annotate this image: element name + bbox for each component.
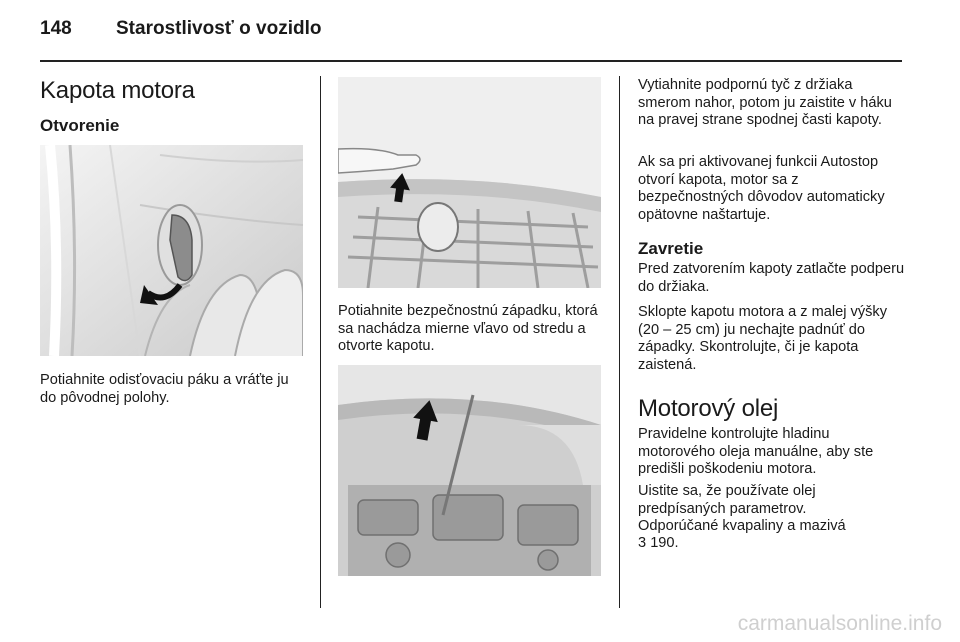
page-number: 148: [40, 18, 72, 39]
para-support-rod: Vytiahnite podpornú tyč z držiaka smerom nahor, potom ju zaistite v háku na pravej strane spodnej časti kapoty.: [638, 77, 892, 128]
column-divider-left: [320, 76, 321, 608]
subsection-title-closing: Zavretie: [638, 239, 704, 258]
section-title-engine-oil: Motorový olej: [638, 395, 779, 422]
column-divider-right: [619, 76, 620, 608]
para-oil-2: Uistite sa, že používate olej predpísaných parametrov.: [638, 483, 816, 517]
oil-page-reference[interactable]: [638, 535, 906, 553]
para-closing-1: Pred zatvorením kapoty zatlačte podperu do držiaka.: [638, 261, 905, 295]
caption-safety-catch: Potiahnite bezpečnostnú západku, ktorá sa nachádza mierne vľavo od stredu a otvorte kapotu.: [338, 303, 598, 354]
header-divider: [40, 60, 902, 62]
reference-page-number: 190.: [650, 535, 679, 551]
figure-release-lever: [40, 145, 303, 356]
watermark: carmanualsonline.info: [737, 612, 942, 635]
section-title-hood: Kapota motora: [40, 77, 195, 104]
para-autostop: Ak sa pri aktivovanej funkcii Autostop otvorí kapota, motor sa z bezpečnostných dôvodov automaticky opätovne naštartuje.: [638, 154, 885, 223]
figure-safety-catch: [338, 77, 601, 288]
reference-arrow-icon: 3: [638, 535, 647, 551]
caption-release-lever: Potiahnite odisťovaciu páku a vráťte ju do pôvodnej polohy.: [40, 372, 289, 406]
para-oil-3: Odporúčané kvapaliny a mazivá: [638, 518, 846, 534]
chapter-title: Starostlivosť o vozidlo: [116, 18, 322, 39]
para-closing-2: Sklopte kapotu motora a z malej výšky (20 – 25 cm) ju nechajte padnúť do západky. Skontrolujte, či je kapota zaistená.: [638, 304, 888, 373]
subsection-title-opening: Otvorenie: [40, 116, 120, 135]
figure-support-rod: [338, 365, 601, 576]
para-oil-1: Pravidelne kontrolujte hladinu motorového oleja manuálne, aby ste predišli poškodeniu motora.: [638, 426, 874, 477]
